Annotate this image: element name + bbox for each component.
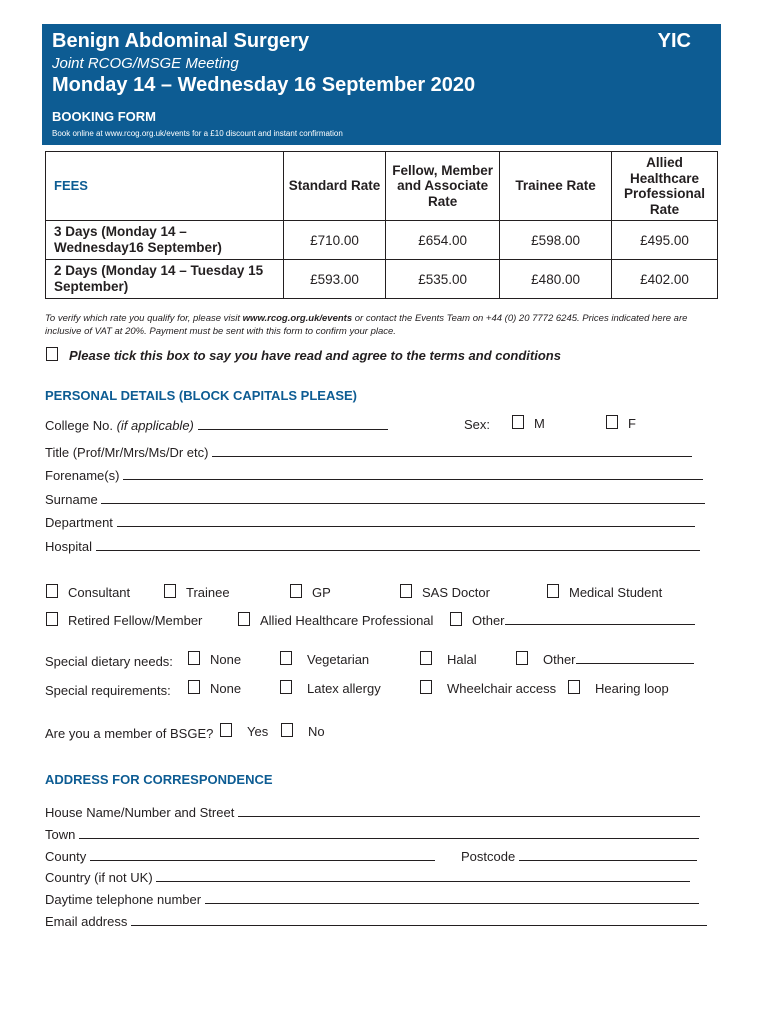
column-allied-rate: Allied Healthcare Professional Rate bbox=[611, 152, 717, 221]
town-label: Town bbox=[45, 827, 76, 842]
email-label: Email address bbox=[45, 914, 128, 929]
other-role-field[interactable] bbox=[505, 612, 695, 625]
table-row bbox=[46, 221, 718, 260]
role-retired bbox=[46, 612, 202, 628]
verify-text-after: or contact the Events Team on +44 (0) 20 7772 6245. Prices indicated here are inclusive of VAT at 20%. Payment must be sent with this form to confirm your place. bbox=[45, 313, 688, 337]
requirements-none-label: None bbox=[210, 681, 242, 696]
college-no-label: College No. bbox=[45, 418, 113, 433]
event-subtitle: Joint RCOG/MSGE Meeting bbox=[52, 55, 239, 72]
forename-row bbox=[45, 467, 703, 483]
forename-label: Forename(s) bbox=[45, 468, 120, 483]
county-field[interactable] bbox=[90, 848, 435, 861]
role-sas-doctor bbox=[400, 584, 490, 600]
town-row bbox=[45, 826, 699, 842]
department-row bbox=[45, 514, 695, 530]
fee-price: £654.00 bbox=[386, 221, 500, 260]
sex-f-checkbox[interactable] bbox=[606, 415, 618, 429]
terms-label: Please tick this box to say you have read and agree to the terms and conditions bbox=[69, 348, 561, 363]
halal-label: Halal bbox=[447, 652, 477, 667]
dietary-none-label: None bbox=[210, 652, 242, 667]
latex-checkbox[interactable] bbox=[280, 680, 292, 694]
sex-m-checkbox[interactable] bbox=[512, 415, 524, 429]
hearing-loop-checkbox[interactable] bbox=[568, 680, 580, 694]
consultant-checkbox[interactable] bbox=[46, 584, 58, 598]
fee-row-label: 3 Days (Monday 14 – Wednesday16 September) bbox=[46, 221, 284, 260]
bsge-no bbox=[281, 723, 325, 739]
dietary-other bbox=[516, 651, 694, 667]
fee-price: £593.00 bbox=[284, 260, 386, 299]
latex-label: Latex allergy bbox=[307, 681, 381, 696]
terms-checkbox[interactable] bbox=[46, 347, 58, 361]
dietary-other-label: Other bbox=[543, 652, 576, 667]
trainee-checkbox[interactable] bbox=[164, 584, 176, 598]
retired-label: Retired Fellow/Member bbox=[68, 613, 203, 628]
postcode-row bbox=[461, 848, 697, 864]
hospital-row bbox=[45, 538, 700, 554]
bsge-no-label: No bbox=[308, 724, 325, 739]
department-label: Department bbox=[45, 515, 113, 530]
fee-price: £598.00 bbox=[500, 221, 612, 260]
fee-row-label: 2 Days (Monday 14 – Tuesday 15 September) bbox=[46, 260, 284, 299]
bsge-question: Are you a member of BSGE? bbox=[45, 726, 214, 741]
event-dates: Monday 14 – Wednesday 16 September 2020 bbox=[52, 74, 476, 96]
fees-label: FEES bbox=[46, 152, 284, 221]
sas-doctor-checkbox[interactable] bbox=[400, 584, 412, 598]
address-heading: ADDRESS FOR CORRESPONDENCE bbox=[45, 772, 273, 787]
college-no-row bbox=[45, 417, 388, 433]
town-field[interactable] bbox=[79, 826, 699, 839]
column-standard-rate: Standard Rate bbox=[284, 152, 386, 221]
phone-row bbox=[45, 891, 699, 907]
personal-details-heading: PERSONAL DETAILS (BLOCK CAPITALS PLEASE) bbox=[45, 388, 358, 403]
country-label: Country (if not UK) bbox=[45, 870, 153, 885]
halal-checkbox[interactable] bbox=[420, 651, 432, 665]
requirements-none bbox=[188, 680, 241, 696]
hospital-label: Hospital bbox=[45, 539, 92, 554]
county-row bbox=[45, 848, 435, 864]
phone-field[interactable] bbox=[205, 891, 699, 904]
forename-field[interactable] bbox=[123, 467, 703, 480]
fees-table bbox=[45, 151, 718, 299]
header-banner bbox=[42, 24, 721, 145]
sex-m-label: M bbox=[534, 416, 545, 431]
house-field[interactable] bbox=[238, 804, 700, 817]
event-title: Benign Abdominal Surgery bbox=[52, 30, 310, 52]
requirements-label: Special requirements: bbox=[45, 683, 171, 698]
dietary-halal bbox=[420, 651, 477, 667]
events-link[interactable]: www.rcog.org.uk/events bbox=[242, 313, 353, 324]
bsge-yes-label: Yes bbox=[247, 724, 269, 739]
gp-checkbox[interactable] bbox=[290, 584, 302, 598]
table-row bbox=[46, 260, 718, 299]
requirements-wheelchair bbox=[420, 680, 556, 696]
fee-price: £480.00 bbox=[500, 260, 612, 299]
bsge-yes-checkbox[interactable] bbox=[220, 723, 232, 737]
retired-checkbox[interactable] bbox=[46, 612, 58, 626]
department-field[interactable] bbox=[117, 514, 695, 527]
sas-doctor-label: SAS Doctor bbox=[422, 585, 490, 600]
email-field[interactable] bbox=[131, 913, 707, 926]
column-fellow-rate: Fellow, Member and Associate Rate bbox=[386, 152, 500, 221]
other-role-label: Other bbox=[472, 613, 505, 628]
online-booking-note: Book online at www.rcog.org.uk/events for a £10 discount and instant confirmation bbox=[52, 129, 343, 138]
column-trainee-rate: Trainee Rate bbox=[500, 152, 612, 221]
college-no-hint: (if applicable) bbox=[116, 418, 194, 433]
fee-price: £495.00 bbox=[611, 221, 717, 260]
fee-price: £710.00 bbox=[284, 221, 386, 260]
phone-label: Daytime telephone number bbox=[45, 892, 202, 907]
booking-form-heading: BOOKING FORM bbox=[52, 109, 156, 124]
gp-label: GP bbox=[312, 585, 331, 600]
house-label: House Name/Number and Street bbox=[45, 805, 235, 820]
fee-price: £402.00 bbox=[611, 260, 717, 299]
medical-student-checkbox[interactable] bbox=[547, 584, 559, 598]
email-row bbox=[45, 913, 707, 929]
role-medical-student bbox=[547, 584, 662, 600]
bsge-no-checkbox[interactable] bbox=[281, 723, 293, 737]
dietary-other-field[interactable] bbox=[576, 651, 694, 664]
bsge-yes bbox=[220, 723, 268, 739]
requirements-latex bbox=[280, 680, 381, 696]
title-label: Title (Prof/Mr/Mrs/Ms/Dr etc) bbox=[45, 445, 209, 460]
role-trainee bbox=[164, 584, 230, 600]
postcode-label: Postcode bbox=[461, 849, 516, 864]
allied-checkbox[interactable] bbox=[238, 612, 250, 626]
vegetarian-label: Vegetarian bbox=[307, 652, 370, 667]
sex-label: Sex: bbox=[464, 417, 491, 432]
dietary-vegetarian bbox=[280, 651, 369, 667]
dietary-label: Special dietary needs: bbox=[45, 654, 173, 669]
surname-label: Surname bbox=[45, 492, 98, 507]
role-consultant bbox=[46, 584, 130, 600]
title-field[interactable] bbox=[212, 444, 692, 457]
hospital-field[interactable] bbox=[96, 538, 700, 551]
fee-price: £535.00 bbox=[386, 260, 500, 299]
medical-student-label: Medical Student bbox=[569, 585, 663, 600]
title-row bbox=[45, 444, 692, 460]
consultant-label: Consultant bbox=[68, 585, 131, 600]
wheelchair-checkbox[interactable] bbox=[420, 680, 432, 694]
house-row bbox=[45, 804, 700, 820]
dietary-none-checkbox[interactable] bbox=[188, 651, 200, 665]
country-field[interactable] bbox=[156, 869, 690, 882]
dietary-none bbox=[188, 651, 241, 667]
event-code: YIC bbox=[657, 30, 691, 52]
verify-rate-note bbox=[45, 312, 705, 338]
verify-text-before: To verify which rate you qualify for, please visit bbox=[45, 313, 243, 324]
surname-field[interactable] bbox=[101, 491, 705, 504]
terms-agreement bbox=[46, 347, 561, 363]
vegetarian-checkbox[interactable] bbox=[280, 651, 292, 665]
trainee-label: Trainee bbox=[186, 585, 230, 600]
role-gp bbox=[290, 584, 331, 600]
postcode-field[interactable] bbox=[519, 848, 697, 861]
allied-label: Allied Healthcare Professional bbox=[260, 613, 434, 628]
sex-option-m bbox=[512, 415, 545, 431]
fees-header-row bbox=[46, 152, 718, 221]
college-no-field[interactable] bbox=[198, 417, 388, 430]
hearing-loop-label: Hearing loop bbox=[595, 681, 669, 696]
role-allied bbox=[238, 612, 433, 628]
requirements-hearing bbox=[568, 680, 669, 696]
county-label: County bbox=[45, 849, 87, 864]
other-role-checkbox[interactable] bbox=[450, 612, 462, 626]
role-other bbox=[450, 612, 695, 628]
requirements-none-checkbox[interactable] bbox=[188, 680, 200, 694]
wheelchair-label: Wheelchair access bbox=[447, 681, 557, 696]
dietary-other-checkbox[interactable] bbox=[516, 651, 528, 665]
sex-f-label: F bbox=[628, 416, 636, 431]
country-row bbox=[45, 869, 690, 885]
surname-row bbox=[45, 491, 705, 507]
sex-option-f bbox=[606, 415, 636, 431]
